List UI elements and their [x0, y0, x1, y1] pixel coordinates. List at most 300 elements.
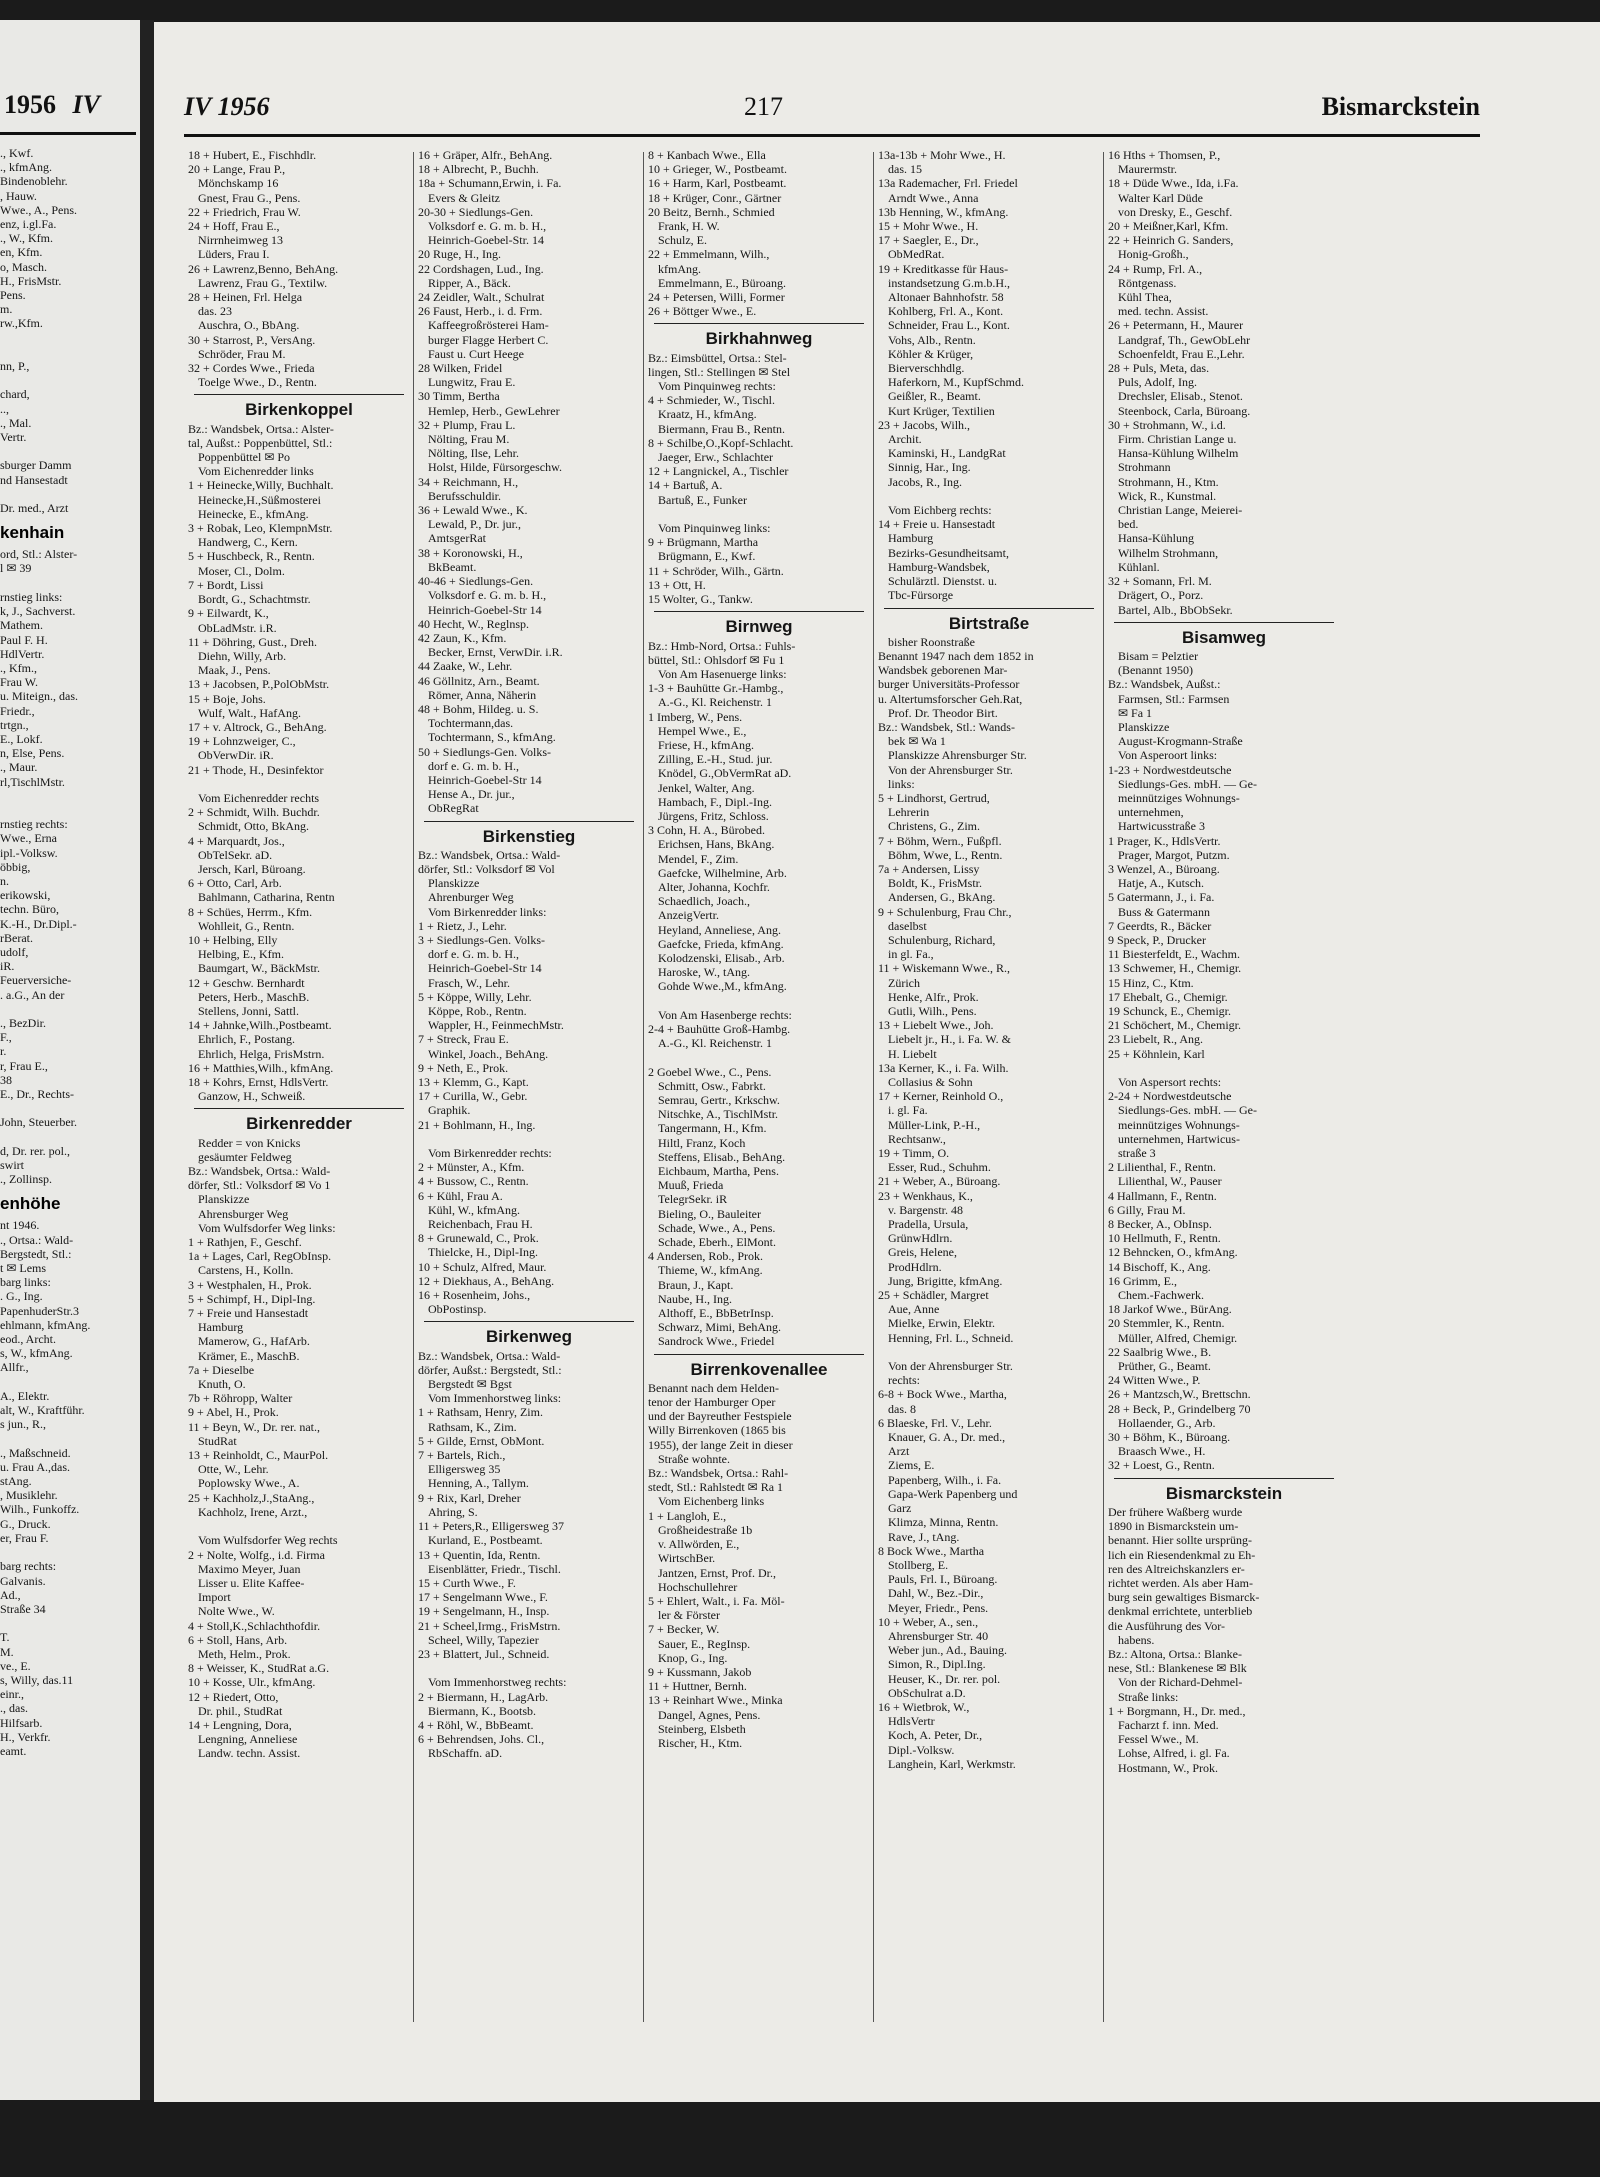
left-page-entry	[0, 487, 135, 501]
page-header	[154, 92, 1600, 138]
directory-entry: 17 Ehebalt, G., Chemigr.	[1108, 989, 1228, 1004]
left-page-entry: ., das.	[0, 1701, 28, 1716]
directory-entry: 13 + Liebelt Wwe., Joh.	[878, 1018, 994, 1033]
directory-entry: Dahl, W., Bez.-Dir.,	[888, 1586, 984, 1601]
directory-entry: BkBeamt.	[428, 559, 477, 574]
directory-entry: Schulz, E.	[658, 233, 707, 248]
directory-entry: 13 + Jacobsen, P.,PolObMstr.	[188, 677, 330, 692]
directory-entry: Vom Eichenberg links	[658, 1494, 765, 1509]
directory-entry: Gutli, Wilh., Pens.	[888, 1003, 977, 1018]
directory-entry: 9 + Brügmann, Martha	[648, 535, 759, 550]
directory-entry: Aue, Anne	[888, 1302, 940, 1317]
directory-entry	[648, 1050, 870, 1064]
directory-entry: tal, Außst.: Poppenbüttel, Stl.:	[188, 435, 333, 450]
directory-entry: Maurermstr.	[1118, 162, 1177, 177]
left-page-entry	[0, 373, 135, 387]
directory-entry: v. Bargenstr. 48	[888, 1202, 963, 1217]
directory-entry: benannt. Hier sollte ursprüng-	[1108, 1533, 1252, 1548]
directory-entry: Steenbock, Carla, Büroang.	[1118, 403, 1251, 418]
left-page-entry: n, Else, Pens.	[0, 746, 65, 761]
directory-entry: 11 Biesterfeldt, E., Wachm.	[1108, 947, 1240, 962]
directory-entry: Von Am Hasenberge rechts:	[658, 1007, 792, 1022]
directory-entry: 9 + Eilwardt, K.,	[188, 606, 269, 621]
directory-entry: Müller-Link, P.-H.,	[888, 1117, 981, 1132]
directory-entry: 32 + Somann, Frl. M.	[1108, 574, 1212, 589]
directory-entry: 28 + Beck, P., Grindelberg 70	[1108, 1401, 1251, 1416]
directory-entry: Gapa-Werk Papenberg und	[888, 1486, 1018, 1501]
directory-entry: 22 Saalbrig Wwe., B.	[1108, 1344, 1212, 1359]
directory-entry: Mönchskamp 16	[198, 176, 279, 191]
directory-entry: habens.	[1118, 1632, 1155, 1647]
directory-entry: Hatje, A., Kutsch.	[1118, 876, 1204, 891]
directory-entry: Kohlberg, Frl. A., Kont.	[888, 304, 1004, 319]
directory-entry: Bz.: Wandsbek, Ortsa.: Alster-	[188, 421, 334, 436]
directory-entry: Heuser, K., Dr. rer. pol.	[888, 1671, 1001, 1686]
directory-entry: 7 + Bordt, Lissi	[188, 577, 264, 592]
street-heading: Birrenkovenallee	[690, 1359, 828, 1379]
directory-entry: 7a + Dieselbe	[188, 1362, 255, 1377]
directory-entry: 30 + Starrost, P., VersAng.	[188, 332, 316, 347]
directory-entry: 4 + Marquardt, Jos.,	[188, 833, 285, 848]
directory-entry: Hempel Wwe., E.,	[658, 723, 747, 738]
directory-entry: 23 + Blattert, Jul., Schneid.	[418, 1646, 550, 1661]
directory-entry: Kaffeegroßrösterei Ham-	[428, 318, 549, 333]
directory-entry: 17 + Saegler, E., Dr.,	[878, 233, 979, 248]
left-page-entry	[0, 1101, 135, 1115]
directory-entry: Ehrlich, F., Postang.	[198, 1032, 296, 1047]
directory-entry: Knop, G., Ing.	[658, 1650, 728, 1665]
directory-entry: 13a-13b + Mohr Wwe., H.	[878, 148, 1006, 162]
directory-entry: Der frühere Waßberg wurde	[1108, 1504, 1243, 1519]
directory-entry: Großheidestraße 1b	[658, 1522, 753, 1537]
directory-entry: 30 Timm, Bertha	[418, 389, 500, 404]
directory-entry: Walter Karl Düde	[1118, 190, 1203, 205]
directory-entry: Bieling, O., Bauleiter	[658, 1206, 761, 1221]
directory-entry: 7 + Bartels, Rich.,	[418, 1448, 506, 1463]
directory-entry: Lehrerin	[888, 805, 930, 820]
directory-entry: Sauer, E., RegInsp.	[658, 1636, 751, 1651]
directory-entry: dörfer, Stl.: Volksdorf ✉ Vol	[418, 861, 555, 876]
directory-entry: Lohse, Alfred, i. gl. Fa.	[1118, 1746, 1230, 1761]
directory-entry: Heyland, Anneliese, Ang.	[658, 922, 781, 937]
directory-entry: Toelge Wwe., D., Rentn.	[198, 375, 317, 390]
directory-entry: die Ausführung des Vor-	[1108, 1618, 1225, 1633]
left-page-entry: ., Zollinsp.	[0, 1172, 53, 1187]
directory-entry: 24 + Hoff, Frau E.,	[188, 219, 280, 234]
directory-entry: Knuth, O.	[198, 1377, 246, 1392]
directory-entry: 13 + Reinhart Wwe., Minka	[648, 1693, 783, 1708]
left-page-entry: ehlmann, kfmAng.	[0, 1317, 91, 1332]
directory-entry: Lisser u. Elite Kaffee-	[198, 1575, 305, 1590]
left-page-entry: HdlVertr.	[0, 646, 45, 661]
directory-entry: Lungwitz, Frau E.	[428, 375, 516, 390]
directory-entry	[188, 777, 410, 791]
directory-entry: 7a + Andersen, Lissy	[878, 861, 980, 876]
left-page-entry: t ✉ Lems	[0, 1261, 47, 1276]
directory-entry: Chem.-Fachwerk.	[1118, 1288, 1204, 1303]
directory-entry: 9 + Rix, Karl, Dreher	[418, 1490, 521, 1505]
directory-entry: Maak, J., Pens.	[198, 663, 271, 678]
left-page-entry: Vertr.	[0, 430, 27, 445]
directory-entry: von Dresky, E., Geschf.	[1118, 204, 1233, 219]
left-page-entry	[0, 789, 135, 803]
directory-entry: rechts:	[888, 1373, 920, 1388]
directory-entry: Von der Ahrensburger Str.	[888, 1359, 1013, 1374]
directory-entry: Lengning, Anneliese	[198, 1732, 298, 1747]
directory-entry: 20 Beitz, Bernh., Schmied	[648, 204, 775, 219]
directory-entry: 2 + Biermann, H., LagArb.	[418, 1689, 549, 1704]
directory-entry: 8 Bock Wwe., Martha	[878, 1543, 985, 1558]
directory-entry: straße 3	[1118, 1146, 1156, 1161]
left-page-entry: . G., Ing.	[0, 1289, 43, 1304]
directory-entry: 26 + Böttger Wwe., E.	[648, 304, 757, 319]
column-5	[1108, 148, 1340, 2028]
left-page-entry: Feuerversiche-	[0, 973, 72, 988]
directory-entry: Ahrensburger Str. 40	[888, 1628, 989, 1643]
directory-entry: 1955), der lange Zeit in dieser	[648, 1437, 793, 1452]
directory-entry: 6-8 + Bock Wwe., Martha,	[878, 1387, 1007, 1402]
directory-entry: Andersen, G., BkAng.	[888, 890, 996, 905]
directory-entry: Hense A., Dr. jur.,	[428, 787, 515, 802]
directory-entry: Vom Eichenredder rechts	[198, 790, 320, 805]
directory-entry: Vom Wulfsdorfer Weg links:	[198, 1220, 336, 1235]
left-page-entry: ., W., Kfm.	[0, 231, 54, 246]
section-rule	[194, 1108, 404, 1109]
directory-entry: 3 + Siedlungs-Gen. Volks-	[418, 932, 545, 947]
left-page-entry: chard,	[0, 387, 30, 402]
directory-entry: dorf e. G. m. b. H.,	[428, 758, 519, 773]
directory-entry: Hamburg	[888, 531, 934, 546]
left-page-entry: rnstieg links:	[0, 589, 63, 604]
directory-entry: 11 + Döhring, Gust., Dreh.	[188, 634, 317, 649]
directory-entry: Prager, Margot, Putzm.	[1118, 847, 1230, 862]
directory-entry: Evers & Gleitz	[428, 190, 500, 205]
directory-entry: 8 + Kanbach Wwe., Ella	[648, 148, 766, 162]
directory-entry: burger Universitäts-Professor	[878, 677, 1020, 692]
left-page-entry	[0, 576, 135, 590]
directory-entry: 17 + Sengelmann Wwe., F.	[418, 1590, 548, 1605]
left-page-entry	[0, 345, 135, 359]
directory-entry: stedt, Stl.: Rahlstedt ✉ Ra 1	[648, 1480, 784, 1495]
directory-entry: 14 + Lengning, Dora,	[188, 1717, 292, 1732]
directory-entry: gesäumter Feldweg	[198, 1149, 292, 1164]
directory-entry: 44 Zaake, W., Lehr.	[418, 659, 513, 674]
left-page-entry: ., Maur.	[0, 760, 38, 775]
left-page-entry: Wwe., A., Pens.	[0, 202, 77, 217]
directory-entry: Elligersweg 35	[428, 1462, 501, 1477]
left-page-entry: Pens.	[0, 288, 26, 303]
left-page-entry: d, Dr. rer. pol.,	[0, 1143, 70, 1158]
left-page-entry: swirt	[0, 1158, 24, 1173]
directory-entry: nese, Stl.: Blankenese ✉ Blk	[1108, 1661, 1247, 1676]
directory-entry: Drägert, O., Porz.	[1118, 588, 1204, 603]
directory-entry: 28 + Puls, Meta, das.	[1108, 361, 1210, 376]
directory-entry: 48 + Bohm, Hildeg. u. S.	[418, 701, 539, 716]
directory-entry: 7 + Becker, W.	[648, 1622, 720, 1637]
directory-entry: 11 + Wiskemann Wwe., R.,	[878, 961, 1011, 976]
directory-entry: 13b Henning, W., kfmAng.	[878, 204, 1009, 219]
directory-entry	[878, 1345, 1100, 1359]
directory-entry: Von der Richard-Dehmel-	[1118, 1675, 1243, 1690]
directory-entry: Diehn, Willy, Arb.	[198, 648, 287, 663]
left-page-entry: E., Dr., Rechts-	[0, 1087, 74, 1101]
directory-entry: 1a + Lages, Carl, RegObInsp.	[188, 1249, 332, 1264]
directory-entry: Tochtermann, S., kfmAng.	[428, 730, 556, 745]
left-page-entry: nd Hansestadt	[0, 472, 68, 487]
directory-entry: ObRegRat	[428, 801, 479, 816]
directory-entry: AmtsgerRat	[428, 531, 486, 546]
directory-entry: Schwarz, Mimi, BehAng.	[658, 1320, 781, 1335]
directory-entry: Ehrlich, Helga, FrisMstrn.	[198, 1046, 325, 1061]
left-page-entry: Paul F. H.	[0, 632, 48, 647]
directory-entry: Krämer, E., MaschB.	[198, 1348, 300, 1363]
directory-entry: (Benannt 1950)	[1118, 663, 1193, 678]
directory-entry: Heinecke, E., kfmAng.	[198, 506, 309, 521]
directory-entry: 3 Wenzel, A., Büroang.	[1108, 861, 1220, 876]
directory-entry: burg sein gewaltiges Bismarck-	[1108, 1590, 1260, 1605]
directory-entry: 15 + Boje, Johs.	[188, 691, 266, 706]
directory-entry: Von der Ahrensburger Str.	[888, 762, 1013, 777]
directory-entry: Scheel, Willy, Tapezier	[428, 1632, 539, 1647]
directory-entry: Thielcke, H., Dipl-Ing.	[428, 1245, 538, 1260]
directory-entry: Muuß, Frieda	[658, 1178, 724, 1193]
left-page-entry: ., Ortsa.: Wald-	[0, 1232, 74, 1247]
directory-entry: Bz.: Wandsbek, Ortsa.: Wald-	[418, 847, 561, 862]
left-page-entry: sburger Damm	[0, 458, 72, 473]
directory-entry: 25 + Köhnlein, Karl	[1108, 1046, 1205, 1061]
directory-entry: meinnütziges Wohnungs-	[1118, 1117, 1240, 1132]
directory-entry: 3 + Westphalen, H., Prok.	[188, 1277, 312, 1292]
left-page-entry: k, J., Sachverst.	[0, 604, 76, 619]
directory-entry: kfmAng.	[658, 261, 701, 276]
directory-entry: Hartwicusstraße 3	[1118, 819, 1205, 834]
left-page-entry: rBerat.	[0, 930, 33, 945]
directory-entry: Gaefcke, Frieda, kfmAng.	[658, 936, 784, 951]
directory-entry: 12 + Diekhaus, A., BehAng.	[418, 1273, 555, 1288]
directory-entry: 1 + Borgmann, H., Dr. med.,	[1108, 1703, 1246, 1718]
left-page-street-heading: kenhain	[0, 523, 65, 543]
directory-entry: 18a + Schumann,Erwin, i. Fa.	[418, 176, 562, 191]
directory-entry: 11 + Beyn, W., Dr. rer. nat.,	[188, 1419, 320, 1434]
left-page-entry: o, Masch.	[0, 259, 47, 274]
directory-entry: burger Flagge Herbert C.	[428, 332, 549, 347]
directory-entry: 18 Jarkof Wwe., BürAng.	[1108, 1302, 1232, 1317]
left-page-entry: Bindenoblehr.	[0, 174, 68, 189]
directory-entry: Köppe, Rob., Rentn.	[428, 1003, 527, 1018]
left-page-entry	[0, 1431, 135, 1445]
directory-entry: Bordt, G., Schachtmstr.	[198, 592, 311, 607]
directory-entry: das. 15	[888, 162, 922, 177]
directory-entry: Steffens, Elisab., BehAng.	[658, 1149, 786, 1164]
directory-entry: 12 + Geschw. Bernhardt	[188, 975, 305, 990]
directory-entry: 4 + Schmieder, W., Tischl.	[648, 393, 775, 408]
directory-entry: Steinberg, Elsbeth	[658, 1721, 746, 1736]
left-page-entry: Frau W.	[0, 675, 39, 690]
directory-entry: 10 + Kosse, Ulr., kfmAng.	[188, 1675, 316, 1690]
left-page-entry: barg rechts:	[0, 1559, 57, 1574]
directory-entry: Hamburg	[198, 1320, 244, 1335]
directory-entry: 6 + Stoll, Hans, Arb.	[188, 1632, 288, 1647]
directory-entry: Vohs, Alb., Rentn.	[888, 332, 976, 347]
directory-entry: 5 + Ehlert, Walt., i. Fa. Möl-	[648, 1593, 785, 1608]
left-page-entry: s, W., kfmAng.	[0, 1346, 73, 1361]
directory-entry: 32 + Plump, Frau L.	[418, 417, 516, 432]
left-page-entry: ., kfmAng.	[0, 160, 52, 175]
directory-entry: das. 23	[198, 304, 232, 319]
directory-entry: Benannt nach dem Helden-	[648, 1380, 779, 1395]
directory-entry: das. 8	[888, 1401, 916, 1416]
left-page-entry: l ✉ 39	[0, 561, 32, 576]
directory-entry: Schade, Wwe., A., Pens.	[658, 1220, 776, 1235]
left-page-entry: ., Kwf.	[0, 146, 34, 160]
left-page-entry: enz, i.gl.Fa.	[0, 217, 57, 232]
directory-entry: Eisenblätter, Friedr., Tischl.	[428, 1561, 561, 1576]
directory-entry: Weber jun., Ad., Bauing.	[888, 1643, 1008, 1658]
left-page-entry: alt, W., Kraftführ.	[0, 1403, 85, 1418]
directory-entry: Hamburg-Wandsbek,	[888, 559, 990, 574]
directory-entry: 13 + Reinholdt, C., MaurPol.	[188, 1448, 329, 1463]
directory-entry: Wohlleit, G., Rentn.	[198, 918, 295, 933]
directory-entry: 11 + Huttner, Bernh.	[648, 1679, 747, 1694]
directory-entry: 1 + Rathjen, F., Geschf.	[188, 1235, 302, 1250]
directory-entry: Röntgenass.	[1118, 275, 1177, 290]
directory-entry: bisher Roonstraße	[888, 634, 975, 649]
directory-entry: 21 + Bohlmann, H., Ing.	[418, 1117, 536, 1132]
directory-entry: Garz	[888, 1501, 912, 1516]
directory-entry: Bz.: Wandsbek, Ortsa.: Wald-	[418, 1348, 561, 1363]
directory-entry: Bz.: Hmb-Nord, Ortsa.: Fuhls-	[648, 638, 796, 653]
directory-entry: Klimza, Minna, Rentn.	[888, 1515, 999, 1530]
street-heading: Birkenweg	[486, 1327, 572, 1347]
directory-entry: Papenberg, Wilh., i. Fa.	[888, 1472, 1002, 1487]
street-heading: Birtstraße	[948, 613, 1030, 633]
directory-entry: Von Am Hasenuerge links:	[658, 666, 787, 681]
left-page-entry: M.	[0, 1644, 14, 1659]
directory-entry: Liebelt jr., H., i. Fa. W. &	[888, 1032, 1011, 1047]
directory-entry: 7 + Streck, Frau E.	[418, 1032, 509, 1047]
left-page-entry	[0, 803, 135, 817]
directory-entry: Strohmann	[1118, 460, 1171, 475]
directory-entry: Wick, R., Kunstmal.	[1118, 488, 1217, 503]
directory-entry: Schneider, Frau L., Kont.	[888, 318, 1010, 333]
directory-entry: GrünwHdlrn.	[888, 1231, 953, 1246]
section-rule	[654, 1354, 864, 1355]
directory-entry: 10 Hellmuth, F., Rentn.	[1108, 1231, 1221, 1246]
directory-entry: Kühl Thea,	[1118, 290, 1172, 305]
street-heading: Bisamweg	[1181, 627, 1267, 647]
directory-entry: 6 + Kühl, Frau A.	[418, 1188, 503, 1203]
directory-entry: Jenkel, Walter, Ang.	[658, 780, 755, 795]
directory-entry: Archit.	[888, 432, 922, 447]
directory-entry: 23 + Wenkhaus, K.,	[878, 1188, 973, 1203]
directory-entry: 16 + Matthies,Wilh., kfmAng.	[188, 1060, 334, 1075]
left-page-entry: ipl.-Volksw.	[0, 845, 58, 860]
directory-entry: Vom Birkenredder rechts:	[428, 1146, 552, 1161]
directory-entry: Ahring, S.	[428, 1504, 478, 1519]
directory-entry: Braasch Wwe., H.	[1118, 1444, 1206, 1459]
left-page-entry: K.-H., Dr.Dipl.-	[0, 916, 77, 931]
left-page-entry: ., Kfm.,	[0, 660, 37, 675]
directory-entry: Kolodzenski, Elisab., Arb.	[658, 950, 785, 965]
left-page-rule	[0, 132, 136, 135]
directory-entry: 10 + Weber, A., sen.,	[878, 1614, 979, 1629]
directory-entry: Ahrensburger Weg	[198, 1206, 289, 1221]
directory-entry: 2-4 + Bauhütte Groß-Hambg.	[648, 1021, 791, 1036]
directory-entry: Schmitt, Osw., Fabrkt.	[658, 1078, 766, 1093]
left-page-entry: G., Druck.	[0, 1516, 51, 1531]
directory-entry: Nitschke, A., TischlMstr.	[658, 1107, 779, 1122]
left-page-entry: Friedr.,	[0, 703, 35, 718]
directory-entry: Kurt Krüger, Textilien	[888, 403, 995, 418]
directory-entry	[648, 507, 870, 521]
directory-entry: Jantzen, Ernst, Prof. Dr.,	[658, 1565, 776, 1580]
directory-entry: 38 + Koronowski, H.,	[418, 545, 523, 560]
column-divider	[643, 152, 644, 2022]
directory-entry: 22 + Emmelmann, Wilh.,	[648, 247, 770, 262]
directory-entry: Altonaer Bahnhofstr. 58	[888, 290, 1004, 305]
left-page-entry: einr.,	[0, 1687, 24, 1702]
directory-entry: 9 + Abel, H., Prok.	[188, 1405, 279, 1420]
left-page-entry: udolf,	[0, 944, 29, 959]
directory-entry: 21 Schöchert, M., Chemigr.	[1108, 1018, 1241, 1033]
directory-entry: 7 + Böhm, Wern., Fußpfl.	[878, 833, 1002, 848]
directory-entry: 8 + Weisser, K., StudRat a.G.	[188, 1661, 330, 1676]
directory-entry: 30 + Strohmann, W., i.d.	[1108, 417, 1226, 432]
directory-entry: 7b + Röhropp, Walter	[188, 1391, 293, 1406]
directory-entry: 2 Goebel Wwe., C., Pens.	[648, 1064, 772, 1079]
street-heading: Bismarckstein	[1165, 1483, 1283, 1503]
directory-entry: Bartel, Alb., BbObSekr.	[1118, 602, 1233, 617]
directory-entry: 21 + Scheel,Irmg., FrisMstrn.	[418, 1618, 561, 1633]
directory-entry: Biermann, K., Bootsb.	[428, 1703, 536, 1718]
left-page-entry: u. Miteign., das.	[0, 689, 78, 704]
directory-entry: Zürich	[888, 975, 920, 990]
left-page-entry: ., Mal.	[0, 415, 32, 430]
left-page-entry: Hilfsarb.	[0, 1715, 43, 1730]
directory-entry: Lawrenz, Frau G., Textilw.	[198, 275, 328, 290]
directory-entry: Moser, Cl., Dolm.	[198, 563, 285, 578]
left-page-entry: barg links:	[0, 1275, 51, 1290]
left-page-entry: r, Frau E.,	[0, 1058, 48, 1073]
left-page-entry: E., Lokf.	[0, 731, 43, 746]
directory-entry: Rave, J., tAng.	[888, 1529, 960, 1544]
directory-entry: Thieme, W., kfmAng.	[658, 1263, 763, 1278]
directory-entry: Kühlanl.	[1118, 559, 1160, 574]
directory-entry: 2 Lilienthal, F., Rentn.	[1108, 1160, 1217, 1175]
directory-entry: WirtschBer.	[658, 1551, 716, 1566]
directory-entry: Prüther, G., Beamt.	[1118, 1359, 1211, 1374]
directory-entry: 25 + Kachholz,J.,StaAng.,	[188, 1490, 315, 1505]
left-page-year: 1956	[4, 90, 56, 119]
directory-entry: Planskizze Ahrensburger Str.	[888, 748, 1027, 763]
left-page-entry: PapenhuderStr.3	[0, 1303, 79, 1318]
directory-entry: 24 Witten Wwe., P.	[1108, 1373, 1201, 1388]
left-page-entry: Bergstedt, Stl.:	[0, 1246, 72, 1261]
left-facing-page	[0, 20, 140, 2100]
directory-entry: 17 + Kerner, Reinhold O.,	[878, 1089, 1004, 1104]
directory-entry: 11 + Peters,R., Elligersweg 37	[418, 1519, 564, 1534]
directory-entry: 22 + Friedrich, Frau W.	[188, 204, 301, 219]
directory-entry: ObSchulrat a.D.	[888, 1685, 966, 1700]
directory-entry: 24 + Rump, Frl. A.,	[1108, 261, 1203, 276]
directory-entry: Vom Eichberg rechts:	[888, 503, 992, 518]
directory-entry: Sandrock Wwe., Friedel	[658, 1334, 775, 1349]
directory-entry: ren des Altreichskanzlers er-	[1108, 1561, 1245, 1576]
directory-entry: Wandsbek geborenen Mar-	[878, 663, 1008, 678]
directory-entry: 30 + Böhm, K., Büroang.	[1108, 1430, 1231, 1445]
left-page-entry: erikowski,	[0, 888, 51, 903]
directory-entry: 20 Ruge, H., Ing.	[418, 247, 501, 262]
